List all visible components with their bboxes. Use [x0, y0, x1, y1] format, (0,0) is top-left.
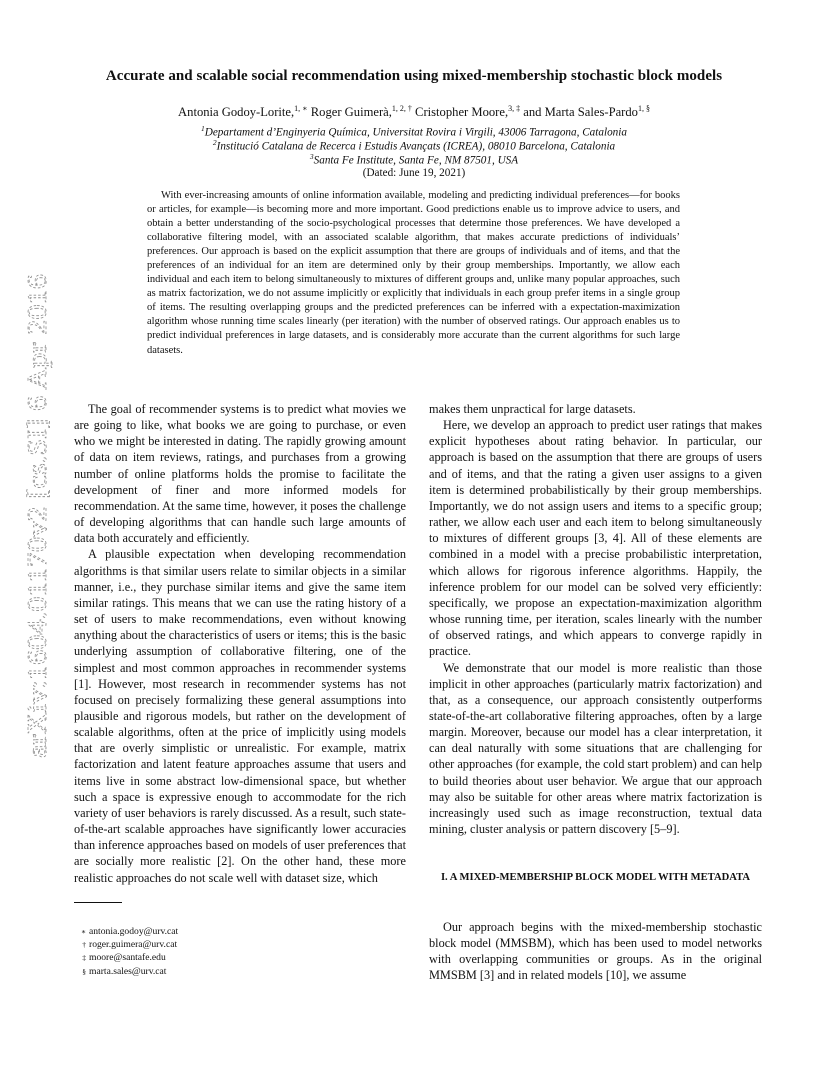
footnote-mark: ‡ [82, 953, 86, 963]
footnotes [74, 925, 374, 978]
author-name: Roger Guimerà, [307, 105, 392, 120]
affiliation [60, 152, 768, 167]
section-body [429, 919, 762, 984]
affiliation [60, 138, 768, 153]
body-paragraph: Our approach begins with the mixed-membership stochastic block model (MMSBM), which has been used to model networks with overlapping communities or groups. As in the original MMSBM [3] and in related models [10], we assume [429, 920, 762, 983]
author-affil-mark: 3, ‡ [508, 104, 521, 113]
body-paragraph: Here, we develop an approach to predict user ratings that makes explicit hypotheses about rating behavior. In particular, our approach is based on the assumption that there are groups of users and of items, and that the rating a given user assigns to a given item is determined probabilistically by their group memberships. Importantly, we do not assign users and items to a specific group; rather, we allow each user and each item to belong simultaneously to mixtures of different groups [3, 4]. All of these elements are combined in a model with a precise probabilistic interpretation, which allows for rigorous inference algorithms. Happily, the inference problem for our model can be solved very efficiently: specifically, we propose an expectation-maximization algorithm whose running time, per iteration, scales linearly with the number of observed ratings, and which appears to converge rapidly in practice. [429, 418, 762, 659]
body-paragraph: A plausible expectation when developing recommendation algorithms is that similar users relate to similar objects in a similar manner, i.e., they purchase similar items and give the same item similar ratings. This means that we can use the rating history of a set of users to make recommendations, even without knowing anything about the characteristics of users or items; this is the basic underlying assumption of collaborative filtering, one of the simplest and most common approaches in recommender systems [1]. However, most research in recommender systems has not focused on precisely formalizing these general assumptions into plausible and rigorous models, but rather on the development of scalable algorithms, often at the price of implicitly using models that are overly simplistic or unrealistic. For example, matrix factorization and latent feature approaches assume that users and items live in some abstract low-dimensional space, but whether such a space is expressive enough to accommodate for the rich variety of user behaviors is rarely discussed. As a result, such state-of-the-art scalable approaches have significantly lower accuracies than inference approaches based on models of user preferences that are socially more realistic [2]. On the other hand, these more realistic approaches do not scale well with dataset size, which [74, 547, 406, 885]
paper-title: Accurate and scalable social recommendation using mixed-membership stochastic block models [105, 68, 723, 84]
right-column [429, 401, 762, 837]
body-paragraph: We demonstrate that our model is more realistic than those implicit in other approaches (particularly matrix factorization) and that, as a consequence, our approach consistently outperforms state-of-the-art collaborative filtering approaches, often by a large margin. Moreover, because our model has a clear interpretation, it can deal naturally with some situations that are challenging for other approaches (for example, the cold start problem) and can help to build theories about user behavior. We argue that our approach may also be suitable for other areas where matrix factorization is increasingly used such as image reconstruction, textual data mining, cluster analysis or pattern discovery [5–9]. [429, 660, 762, 837]
abstract-text: With ever-increasing amounts of online information available, modeling and predicting individual preferences—for books or articles, for example—is becoming more and more important. Good predictions enable us to improve advice to users, and obtain a better understanding of the socio-psychological processes that determine those preferences. We have developed a collaborative filtering model, with an associated scalable algorithm, that makes accurate predictions of individuals’ preferences. Our approach is based on the explicit assumption that there are groups of individuals and of items, and that the preferences of an individual for an item are determined only by their group memberships. Importantly, we allow each individual and each item to belong simultaneously to mixtures of different groups and, unlike many popular approaches, such as matrix factorization, we do not assume implicitly or explicitly that individuals in each group prefer items in a single group of items. The resulting overlapping groups and the predicted preferences can be inferred with a expectation-maximization algorithm whose running time scales linearly (per iteration) with the number of observed ratings. Our approach enables us to predict individual preferences in large datasets, and is considerably more accurate than the current algorithms for such large datasets. [147, 190, 680, 356]
footnote-email: antonia.godoy@urv.cat [89, 926, 179, 937]
footnote [74, 938, 374, 951]
author-affil-mark: 1, 2, † [391, 104, 412, 113]
footnote-email: marta.sales@urv.cat [89, 965, 167, 977]
footnote-email: moore@santafe.edu [89, 952, 166, 964]
author-list [60, 104, 768, 120]
arxiv-stamp-text: arXiv:1604.01170v2 [cs.SI] 6 Apr 2016 [22, 328, 52, 758]
author-name: and Marta Sales-Pardo [520, 105, 638, 120]
affiliation [60, 124, 768, 139]
author-affil-mark: 1, ∗ [294, 104, 308, 113]
author-affil-mark: 1, § [637, 104, 650, 113]
affiliation-mark: 3 [309, 152, 314, 161]
author-name: Antonia Godoy-Lorite, [178, 105, 295, 120]
arxiv-stamp-svg [16, 270, 56, 760]
arxiv-stamp [16, 270, 56, 760]
affiliation-text: Departament d’Enginyeria Química, Universitat Rovira i Virgili, 43006 Tarragona, Catalonia [204, 126, 627, 139]
footnote [74, 925, 374, 938]
section-heading: I. A MIXED-MEMBERSHIP BLOCK MODEL WITH METADATA [440, 872, 751, 883]
left-column [74, 401, 406, 886]
footnote-rule [74, 902, 122, 903]
footnote-mark: ∗ [80, 927, 86, 936]
footnote-mark: † [82, 940, 86, 950]
date-line: (Dated: June 19, 2021) [362, 167, 466, 179]
affiliation-text: Institució Catalana de Recerca i Estudis Avançats (ICREA), 08010 Barcelona, Catalonia [216, 140, 616, 153]
abstract [147, 189, 680, 358]
footnote-mark: § [82, 966, 86, 976]
footnote-email: roger.guimera@urv.cat [89, 939, 178, 951]
footnote [74, 965, 374, 978]
body-paragraph: makes them unpractical for large datasets. [429, 402, 636, 416]
author-name: Cristopher Moore, [411, 105, 509, 120]
footnote [74, 951, 374, 964]
affiliation-text: Santa Fe Institute, Santa Fe, NM 87501, USA [313, 154, 519, 167]
affiliation-mark: 1 [201, 124, 205, 133]
affiliation-mark: 2 [212, 138, 217, 147]
body-paragraph: The goal of recommender systems is to predict what movies we are going to like, what books we are going to purchase, or even who we might be interested in dating. The rapidly growing amount of data on item reviews, ratings, and purchases from a growing number of online platforms holds the promise to facilitate the development of finer and more informed models for recommendation. At the same time, however, it poses the challenge of developing algorithms that can handle such large amounts of data both accurately and efficiently. [74, 402, 406, 546]
